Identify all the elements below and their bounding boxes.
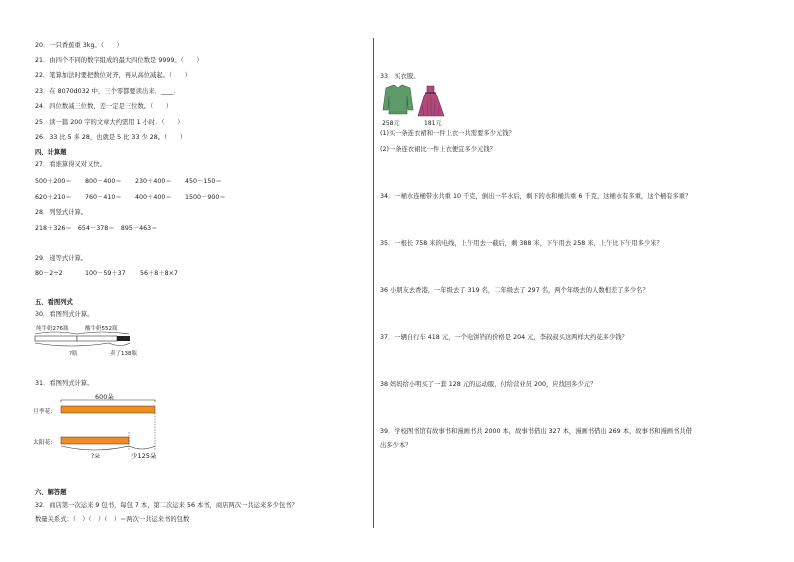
question-21: 21．由四个不同的数字组成的最大四位数是 9999。（ ） [35,57,203,64]
sunflower-label: 太阳花: [33,440,53,446]
calc-item: 500＋200＝ [35,178,72,185]
calc-item: 800－400＝ [85,178,122,185]
column-divider [373,38,374,528]
clothes-illustration [378,84,448,126]
question-22: 22．笔算加法时要把数位对齐，再从高位减起。（ ） [35,72,191,79]
calc-row-2 [35,194,335,202]
question-33-part-2: (2)一条连衣裙比一件上衣便宜多少元钱？ [380,146,496,153]
dress-icon [418,86,444,116]
question-30: 30．看图列式计算。 [35,311,94,318]
calc-item: 100－59＋37 [85,270,126,277]
milk-bar-diagram [33,322,143,370]
dress-price: 181元 [424,120,442,126]
calc-item: 230＋400＝ [135,178,172,185]
calc-item: 80－2÷2 [35,270,63,277]
pure-milk-bar [35,336,77,341]
yogurt-label: 酸牛奶552瓶 [85,326,118,332]
section-6-heading: 六、解答题 [35,489,67,496]
question-23: 23．在 8070d032 中，三个零都要读出来．____． [35,88,180,95]
calc-item: 1500－900＝ [185,194,226,201]
question-35: 35．一根长 758 米的电线，上午用去一截后，剩 388 米，下午用去 258 米，上午比下午用多少米？ [380,240,663,247]
question-34: 34．一桶水连桶带水共重 10 千克，倒出一半水后，剩下的水和桶共重 6 千克，这桶水有多重，这个桶有多重？ [380,193,692,200]
unknown-bottles-label: ?瓶 [69,351,78,357]
question-26: 26．33 比 5 多 28，也就是 5 比 33 少 28。（ ） [35,134,187,141]
question-33: 33．买衣服。 [380,73,420,80]
question-29: 29．递等式计算。 [35,255,88,262]
unknown-flowers-label: ?朵 [91,454,100,460]
sold-bar [117,336,130,341]
question-36: 36 小朋友去香港，一年级去了 319 名，二年级去了 297 名，两个年级去的人数相差了多少名？ [380,287,649,294]
rose-label: 月季花: [33,409,53,415]
calc-row-29 [35,270,335,278]
section-5-heading: 五、看图列式 [35,299,73,306]
calc-item: 760－410＝ [85,194,122,201]
sold-label: 卖了138瓶 [110,351,137,357]
flower-bar-diagram [33,390,173,462]
question-28-items: 218＋326＝ 654－378＝ 895－463＝ [35,225,158,232]
rose-bar [61,406,155,413]
calc-item: 56＋8＋8×7 [140,270,178,277]
question-33-part-1: (1)买一条连衣裙和一件上衣一共需要多少元钱？ [380,130,515,137]
pure-milk-label: 纯牛奶276瓶 [36,326,69,332]
yogurt-bar [77,336,117,341]
sunflower-bar [61,437,129,444]
question-32: 32．商店第一次运来 9 包书，每包 7 本，第二次运来 56 本书，商店两次一共运来多少包书？ [35,502,298,509]
calc-item: 450－150＝ [185,178,222,185]
calc-item: 620＋210＝ [35,194,72,201]
calc-row-1 [35,178,335,186]
question-28: 28．列竖式计算。 [35,209,88,216]
question-25: 25．读一篇 200 字的文章大约需用 1 小时．（ ） [35,119,184,126]
less-label: 少125朵 [131,452,157,460]
question-24: 24．四位数减三位数，差一定是三位数。（ ） [35,103,173,110]
question-20: 20．一只香蕉重 3kg。（ ） [35,42,123,49]
question-39-cont: 出多少本？ [380,442,412,449]
sweater-price: 258元 [382,120,400,126]
total-label: 600朵 [95,393,114,401]
sweater-icon [383,85,413,114]
question-27: 27．看谁算得又对又快。 [35,161,106,168]
question-31: 31．看图列式计算。 [35,380,94,387]
question-38: 38 妈妈给小明买了一套 128 元的运动服，付给营业员 200，应找回多少元？ [380,381,597,388]
question-37: 37．一辆自行车 418 元，一个电饼铛的价格是 204 元，李叔叔买这两样大约花多少钱？ [380,334,628,341]
section-4-heading: 四、计算题 [35,149,67,156]
question-32-relation: 数量关系式：（ ）（ ）（ ）＝两次一共运来书的包数 [35,516,190,523]
question-39: 39．学校图书馆有故事书和漫画书共 2000 本，故事书借出 327 本，漫画书借出 269 本，故事书和漫画书共借 [380,428,692,435]
calc-item: 400＋400＝ [135,194,172,201]
